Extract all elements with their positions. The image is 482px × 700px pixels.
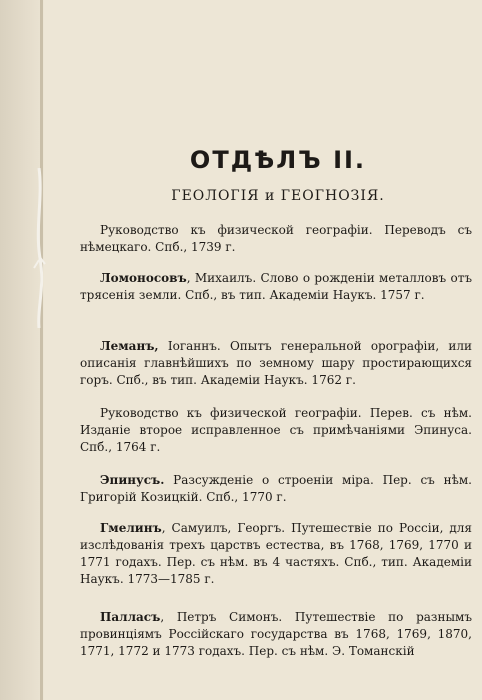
entry-text: Руководство къ физической географіи. Переводъ съ нѣмецкаго. Спб., 1739 г. [80,223,472,254]
entry-text: Разсужденіе о строеніи міра. Пер. съ нѣм. Григорій Козицкій. Спб., 1770 г. [80,473,472,504]
bibliography-entry [80,472,472,506]
bibliography-entry [80,520,472,588]
entry-text: Іоганнъ. Опытъ генеральной орографіи, или описанія главнѣйшихъ по земному шару простирающихся горъ. Спб., въ тип. Академіи Наукъ. 1762 г. [80,339,472,387]
entry-text: , Петръ Симонъ. Путешествіе по разнымъ провинціямъ Россійскаго государства въ 1768, 1769, 1870, 1771, 1772 и 1773 годахъ. Пер. съ нѣм. Э. Томанскій [80,610,472,658]
section-subtitle: ГЕОЛОГІЯ и ГЕОГНОЗІЯ. [171,188,385,204]
bibliography-entry [80,609,472,660]
book-spine-shadow [0,0,44,700]
bibliography-entry [80,338,472,389]
bibliography-entry [80,222,472,256]
page-fold [40,0,43,700]
entry-text: , Михаилъ. Слово о рожденіи металловъ отъ трясенія земли. Спб., въ тип. Академіи Наукъ. 1757 г. [80,271,472,302]
book-page [80,0,476,700]
entry-text: , Самуилъ, Георгъ. Путешествіе по Россіи, для изслѣдованія трехъ царствъ естества, въ 1768, 1769, 1770 и 1771 годахъ. Пер. съ нѣм. въ 4 частяхъ. Спб., тип. Академіи Наукъ. 1773—1785 г. [80,521,472,586]
entry-author: Леманъ, [100,339,159,353]
bibliography-entry [80,405,472,456]
entry-author: Гмелинъ [100,521,162,535]
entry-author: Палласъ [100,610,161,624]
entry-author: Ломоносовъ [100,271,187,285]
bibliography-entry [80,270,472,304]
binding-thread [31,168,47,328]
entry-author: Эпинусъ. [100,473,165,487]
section-title: ОТДѢЛЪ II. [189,146,367,174]
entry-text: Руководство къ физической географіи. Перев. съ нѣм. Изданіе второе исправленное съ примѣчаніями Эпинуса. Спб., 1764 г. [80,406,472,454]
